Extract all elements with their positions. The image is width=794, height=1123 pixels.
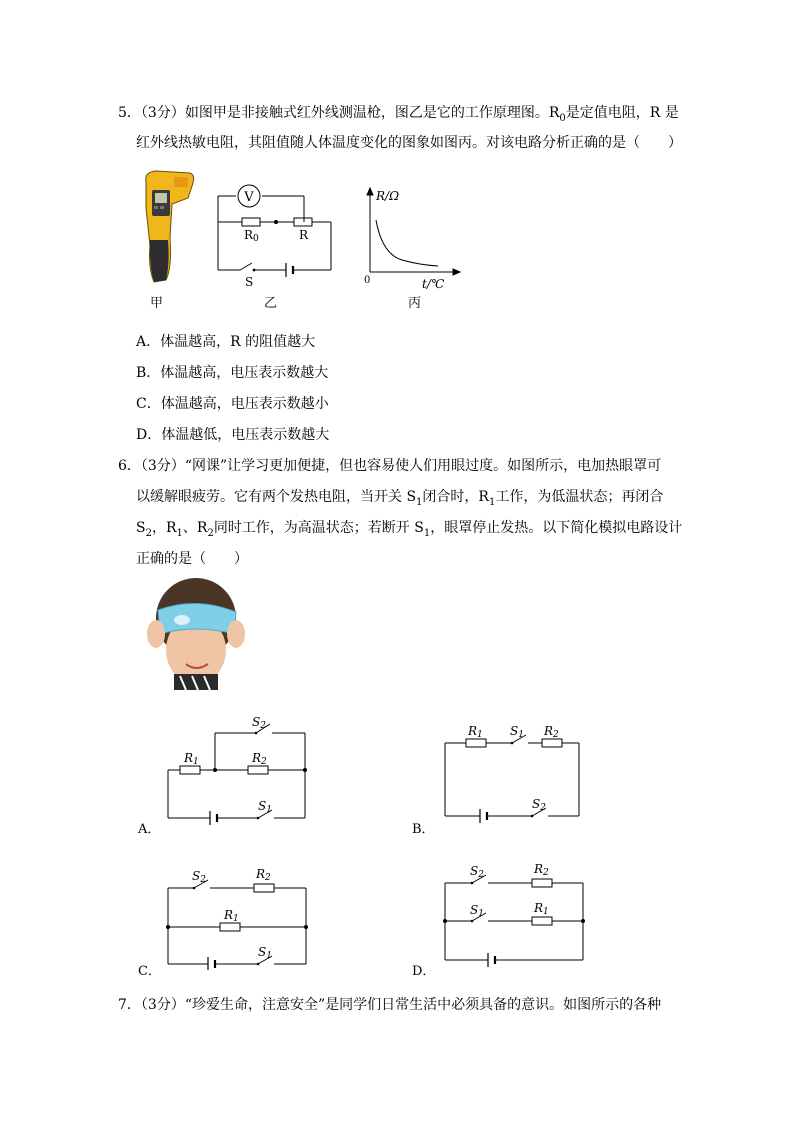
- a-s1-label: S1: [258, 799, 272, 815]
- q6-sub: 1: [416, 496, 423, 508]
- eye-mask-photo: [138, 576, 250, 690]
- q5-line-1: [118, 104, 679, 128]
- q5-resistance-temperature-graph: [362, 186, 462, 290]
- option-b-label[interactable]: B．: [412, 822, 435, 837]
- c-s2-label: S2: [192, 869, 206, 885]
- c-s1-label: S1: [258, 945, 272, 961]
- q5-line-1-sub: 0: [559, 112, 566, 124]
- fig-label-jia: 甲: [150, 296, 164, 311]
- q6-line-3b: ，R: [151, 520, 177, 536]
- c-r2-label: R2: [256, 867, 271, 883]
- q6-line-4: 正确的是（ ）: [136, 551, 248, 567]
- q7-line-1: 7．（3分）“珍爱生命，注意安全”是同学们日常生活中必须具备的意识。如图所示的各种: [118, 997, 662, 1013]
- q6-line-2c: 工作，为低温状态；再闭合: [495, 489, 664, 505]
- circuit-option-b: [438, 722, 586, 826]
- graph-y-axis-label: R/Ω: [376, 189, 400, 203]
- c-r1-label: R1: [224, 908, 239, 924]
- a-s2-label: S2: [252, 715, 266, 731]
- circuit-option-d: [438, 862, 590, 970]
- q6-sub: 1: [176, 527, 183, 539]
- a-r2-label: R2: [252, 751, 267, 767]
- b-s1-label: S1: [510, 724, 524, 740]
- circuit-option-c: [160, 862, 312, 970]
- q5-option-d[interactable]: D．体温越低，电压表示数越大: [136, 427, 330, 443]
- q6-line-2a: 以缓解眼疲劳。它有两个发热电阻，当开关 S: [136, 489, 417, 505]
- d-s2-label: S2: [470, 864, 484, 880]
- q5-r-label: R: [299, 228, 309, 242]
- circuit-option-a: [160, 712, 320, 830]
- b-s2-label: S2: [532, 797, 546, 813]
- q6-sub: 2: [207, 527, 214, 539]
- q5-line-2: 红外线热敏电阻，其阻值随人体温度变化的图象如图丙。对该电路分析正确的是（ ）: [136, 135, 682, 151]
- option-d-label[interactable]: D．: [412, 964, 436, 979]
- voltmeter-label: V: [244, 190, 254, 205]
- thermometer-gun-image: [136, 168, 196, 286]
- q6-line-1: 6．（3分）“网课”让学习更加便捷，但也容易使人们用眼过度。如图所示，电加热眼罩可: [118, 458, 662, 474]
- q6-sub: 1: [488, 496, 496, 508]
- graph-x-axis-label: t/℃: [422, 277, 445, 291]
- option-a-label[interactable]: A．: [138, 822, 161, 837]
- q5-option-b[interactable]: B．体温越高，电压表示数越大: [136, 365, 329, 381]
- a-r1-label: R1: [184, 751, 199, 767]
- d-s1-label: S1: [470, 903, 484, 919]
- option-c-label[interactable]: C．: [138, 964, 161, 979]
- b-r1-label: R1: [468, 724, 483, 740]
- graph-origin-label: 0: [364, 275, 371, 286]
- q6-line-3: [136, 519, 682, 543]
- q5-line-1-tail: 是定值电阻，R 是: [565, 105, 679, 121]
- q5-circuit-diagram: [214, 182, 334, 287]
- q6-line-3d: 同时工作，为高温状态；若断开 S: [213, 520, 424, 536]
- q5-switch-label: S: [245, 275, 254, 289]
- q6-line-2b: 闭合时，R: [422, 489, 489, 505]
- q6-line-2: [136, 488, 663, 512]
- q6-line-3a: S: [136, 520, 146, 536]
- fig-label-bing: 丙: [408, 296, 422, 311]
- d-r1-label: R1: [534, 901, 549, 917]
- q6-sub: 2: [145, 527, 152, 539]
- q5-option-c[interactable]: C．体温越高，电压表示数越小: [136, 396, 329, 412]
- b-r2-label: R2: [544, 724, 559, 740]
- q5-r0-label: R0: [244, 228, 259, 244]
- q5-line-1-text: 5．（3分）如图甲是非接触式红外线测温枪，图乙是它的工作原理图。R: [118, 105, 560, 121]
- q6-sub: 1: [423, 527, 431, 539]
- fig-label-yi: 乙: [264, 296, 278, 311]
- q6-line-3c: 、R: [182, 520, 208, 536]
- q5-option-a[interactable]: A．体温越高，R 的阻值越大: [136, 334, 316, 350]
- d-r2-label: R2: [534, 862, 549, 878]
- q6-line-3e: ，眼罩停止发热。以下简化模拟电路设计: [430, 520, 683, 536]
